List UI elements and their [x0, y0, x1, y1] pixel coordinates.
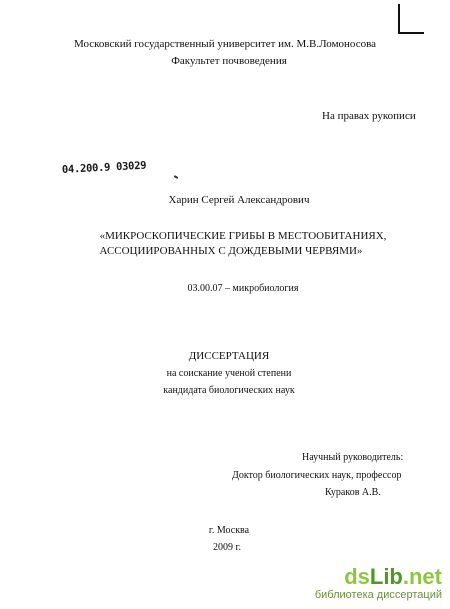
- manuscript-rights-note: На правах рукописи: [322, 110, 416, 122]
- watermark-logo: [315, 566, 442, 588]
- watermark-logo-ds: ds: [344, 564, 370, 589]
- scan-speck: [174, 175, 178, 179]
- supervisor-label: Научный руководитель:: [302, 452, 404, 463]
- year: 2009 г.: [213, 542, 241, 553]
- dissertation-title-line1: «МИКРОСКОПИЧЕСКИЕ ГРИБЫ В МЕСТООБИТАНИЯХ,: [99, 230, 387, 242]
- scan-mark-horizontal: [398, 32, 424, 34]
- specialty-code: 03.00.07 – микробиология: [187, 283, 299, 294]
- document-type: ДИССЕРТАЦИЯ: [188, 350, 270, 362]
- supervisor-name: Кураков А.В.: [325, 487, 381, 498]
- degree-line-1: на соискание ученой степени: [166, 368, 292, 379]
- dslib-watermark: [315, 566, 442, 601]
- watermark-subtitle: библиотека диссертаций: [314, 589, 442, 601]
- author-name: Харин Сергей Александрович: [168, 194, 310, 206]
- supervisor-title: Доктор биологических наук, профессор: [232, 470, 402, 481]
- watermark-logo-net: .net: [402, 564, 442, 589]
- accession-stamp: 04.200.9 03029: [61, 159, 147, 176]
- university-name: Московский государственный университет им. М.В.Ломоносова: [73, 38, 377, 50]
- degree-line-2: кандидата биологических наук: [163, 385, 295, 396]
- watermark-logo-lib: Lib: [369, 564, 403, 589]
- scan-mark-vertical: [398, 4, 400, 34]
- dissertation-title-line2: АССОЦИИРОВАННЫХ С ДОЖДЕВЫМИ ЧЕРВЯМИ»: [99, 245, 363, 257]
- city: г. Москва: [208, 525, 250, 536]
- faculty-name: Факультет почвоведения: [171, 55, 287, 67]
